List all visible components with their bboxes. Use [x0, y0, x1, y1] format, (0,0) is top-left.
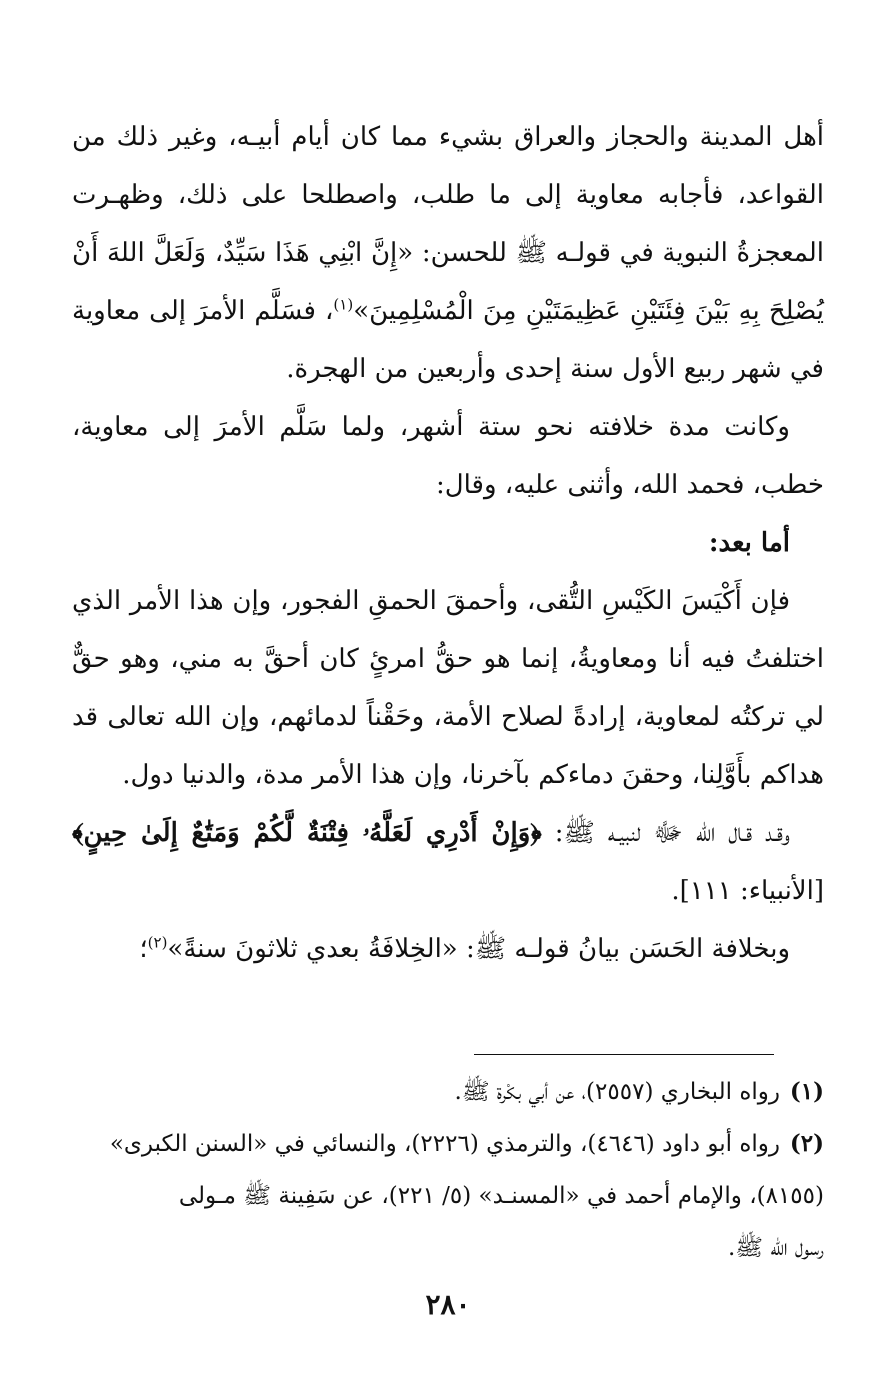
verse-reference: [الأنبياء: ١١١].: [671, 876, 824, 906]
paragraph-1-text: أهل المدينة والحجاز والعراق بشيء مما كان أيام أبيـه، وغير ذلك من القواعد، فأجابه معاوية إلى ما طلب، واصطلحا على ذلك، وظهـرت المعجزةُ النبوية في قولـه ﷺ للحسن: «إِنَّ ابْنِي هَذَا سَيِّدٌ، وَلَعَلَّ اللهَ أَنْ يُصْلِحَ بِهِ بَيْنَ فِئَتَيْنِ عَظِيمَتَيْنِ مِنَ الْمُسْلِمِينَ»: [72, 122, 825, 326]
paragraph-5-text: وبخلافة الحَسَن بيانُ قولـه ﷺ: «الخِلافَةُ بعدي ثلاثونَ سنةً»: [167, 934, 790, 964]
paragraph-3: فإن أَكْيَسَ الكَيْسِ التُّقى، وأحمقَ الحمقِ الفجور، وإن هذا الأمر الذي اختلفتُ فيه أنا ومعاويةُ، إنما هو حقُّ امرئٍ كان أحقَّ به مني، وهو حقٌّ لي تركتُه لمعاوية، إرادةً لصلاح الأمة، وحَقْناً لدمائهم، وإن الله تعالى قد هداكم بأَوَّلِنا، وحقنَ دماءكم بآخرنا، وإن هذا الأمر مدة، والدنيا دول.: [72, 586, 824, 790]
footnote-2-number: (٢): [789, 1130, 824, 1157]
footnote-divider: [474, 1054, 774, 1055]
footnote-1-number: (١): [789, 1078, 824, 1105]
footnote-marker-1[interactable]: (١): [333, 295, 354, 314]
paragraph-5-tail: ؛: [139, 934, 148, 964]
paragraph-4-intro: وقـد قـال الله ﷻ لنبيـه ﷺ:: [541, 818, 790, 848]
footnote-2: [72, 1118, 824, 1170]
footnote-2-continued: (٨١٥٥)، والإمام أحمد في «المسنـد» (٥/ ٢٢١)، عن سَفِينة ﷺ مـولى: [178, 1183, 824, 1209]
footnote-1-text: رواه البخاري (٢٥٥٧)، عن أبي بكْرة ﷺ.: [454, 1079, 780, 1105]
footnotes: [72, 1066, 824, 1274]
paragraph-2: وكانت مدة خلافته نحو ستة أشهر، ولما سَلَّم الأمرَ إلى معاوية، خطب، فحمد الله، وأثنى عليه، وقال:: [72, 412, 824, 500]
paragraph-1: [72, 108, 824, 398]
footnote-2-end: رسول الله ﷺ.: [728, 1235, 824, 1261]
page-number: ٢٨٠: [425, 1288, 471, 1321]
paragraph-1-tail: ، فسَلَّم الأمرَ إلى معاوية في شهر ربيع الأول سنة إحدى وأربعين من الهجرة.: [72, 296, 824, 384]
main-text: [72, 108, 824, 978]
quran-verse: ﴿وَإِنْ أَدْرِي لَعَلَّهُۥ فِتْنَةٌ لَّكُمْ وَمَتَٰعٌ إِلَىٰ حِينٍ﴾: [72, 818, 542, 848]
footnote-2-text: رواه أبو داود (٤٦٤٦)، والترمذي (٢٢٢٦)، والنسائي في «السنن الكبرى»: [109, 1131, 780, 1157]
section-heading: أما بعد:: [708, 528, 790, 558]
paragraph-5: [72, 920, 824, 978]
footnote-1: [72, 1066, 824, 1118]
footnote-marker-2[interactable]: (٢): [147, 933, 168, 952]
paragraph-4: [72, 804, 824, 920]
